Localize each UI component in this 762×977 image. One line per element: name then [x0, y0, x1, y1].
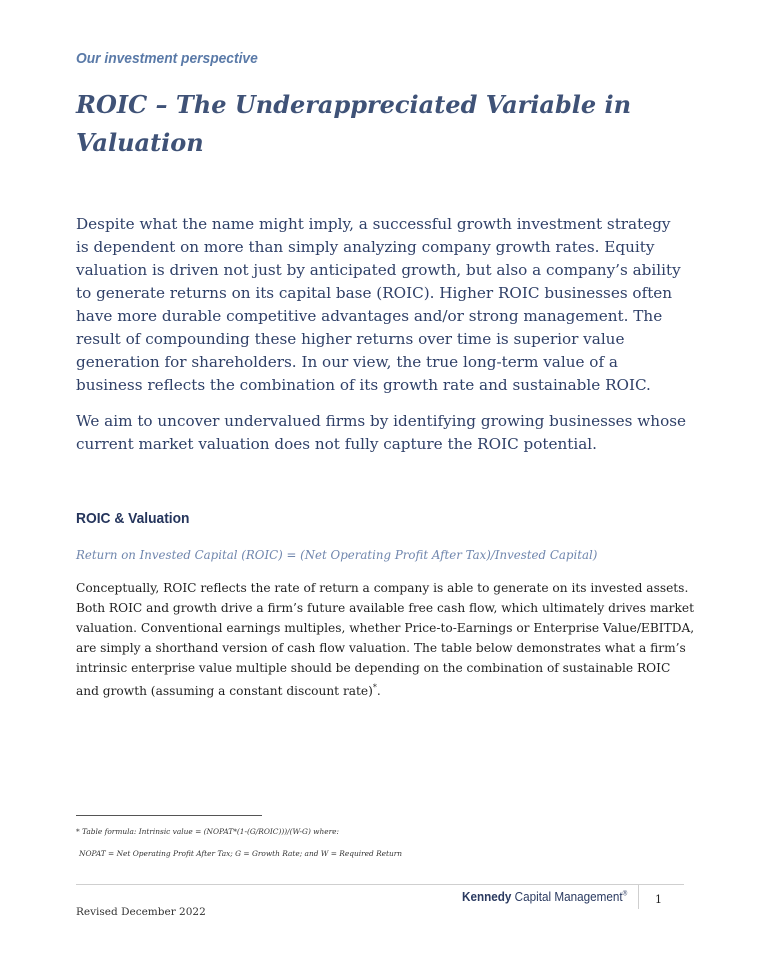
section-kicker: Our investment perspective — [76, 50, 258, 67]
intro-paragraph-1: Despite what the name might imply, a successful growth investment strategy is dependent on more than simply analyzing company growth rates. Equity valuation is driven not just by anticipated growth, but also a company’s ability to generate returns on its capital base (ROIC). Higher ROIC businesses often have more durable competitive advantages and/or strong management. The result of compounding these higher returns over time is superior value generation for shareholders. In our view, the true long-term value of a business reflects the combination of its growth rate and sustainable ROIC. — [76, 215, 681, 394]
logo-bold-text: Kennedy — [462, 889, 512, 904]
section-body-text: Conceptually, ROIC reflects the rate of return a company is able to generate on its invested assets. Both ROIC and growth drive a firm’s future available free cash flow, which ultimately drives market valuation. Conventional earnings multiples, whether Price-to-Earnings or Enterprise Value/EBITDA, are simply a shorthand version of cash flow valuation. The table below demonstrates what a firm’s intrinsic enterprise value multiple should be depending on the combination of sustainable ROIC and growth (assuming a constant discount rate) — [76, 581, 695, 699]
footnote-divider — [76, 815, 262, 816]
section-heading: ROIC & Valuation — [76, 510, 190, 527]
footer-divider — [76, 884, 684, 885]
revision-date: Revised December 2022 — [76, 906, 206, 918]
section-body — [76, 578, 696, 701]
page-number: 1 — [655, 893, 662, 906]
footnote-marker: * — [372, 683, 377, 692]
page-title: ROIC – The Underappreciated Variable in Valuation — [76, 90, 632, 157]
section-body-end: . — [376, 684, 381, 699]
company-logo — [462, 889, 627, 904]
roic-formula: Return on Invested Capital (ROIC) = (Net Operating Profit After Tax)/Invested Capital) — [76, 548, 598, 562]
page-number-divider — [638, 885, 639, 909]
footnote-definitions: NOPAT = Net Operating Profit After Tax; G = Growth Rate; and W = Required Return — [79, 849, 403, 858]
footnote-formula: * Table formula: Intrinsic value = (NOPAT*(1-(G/ROIC)))/(W-G) where: — [76, 827, 340, 836]
intro-paragraph-2: We aim to uncover undervalued firms by identifying growing businesses whose current market valuation does not fully capture the ROIC potential. — [76, 412, 686, 453]
registered-mark: ® — [622, 890, 628, 898]
logo-text: Capital Management — [511, 889, 623, 904]
